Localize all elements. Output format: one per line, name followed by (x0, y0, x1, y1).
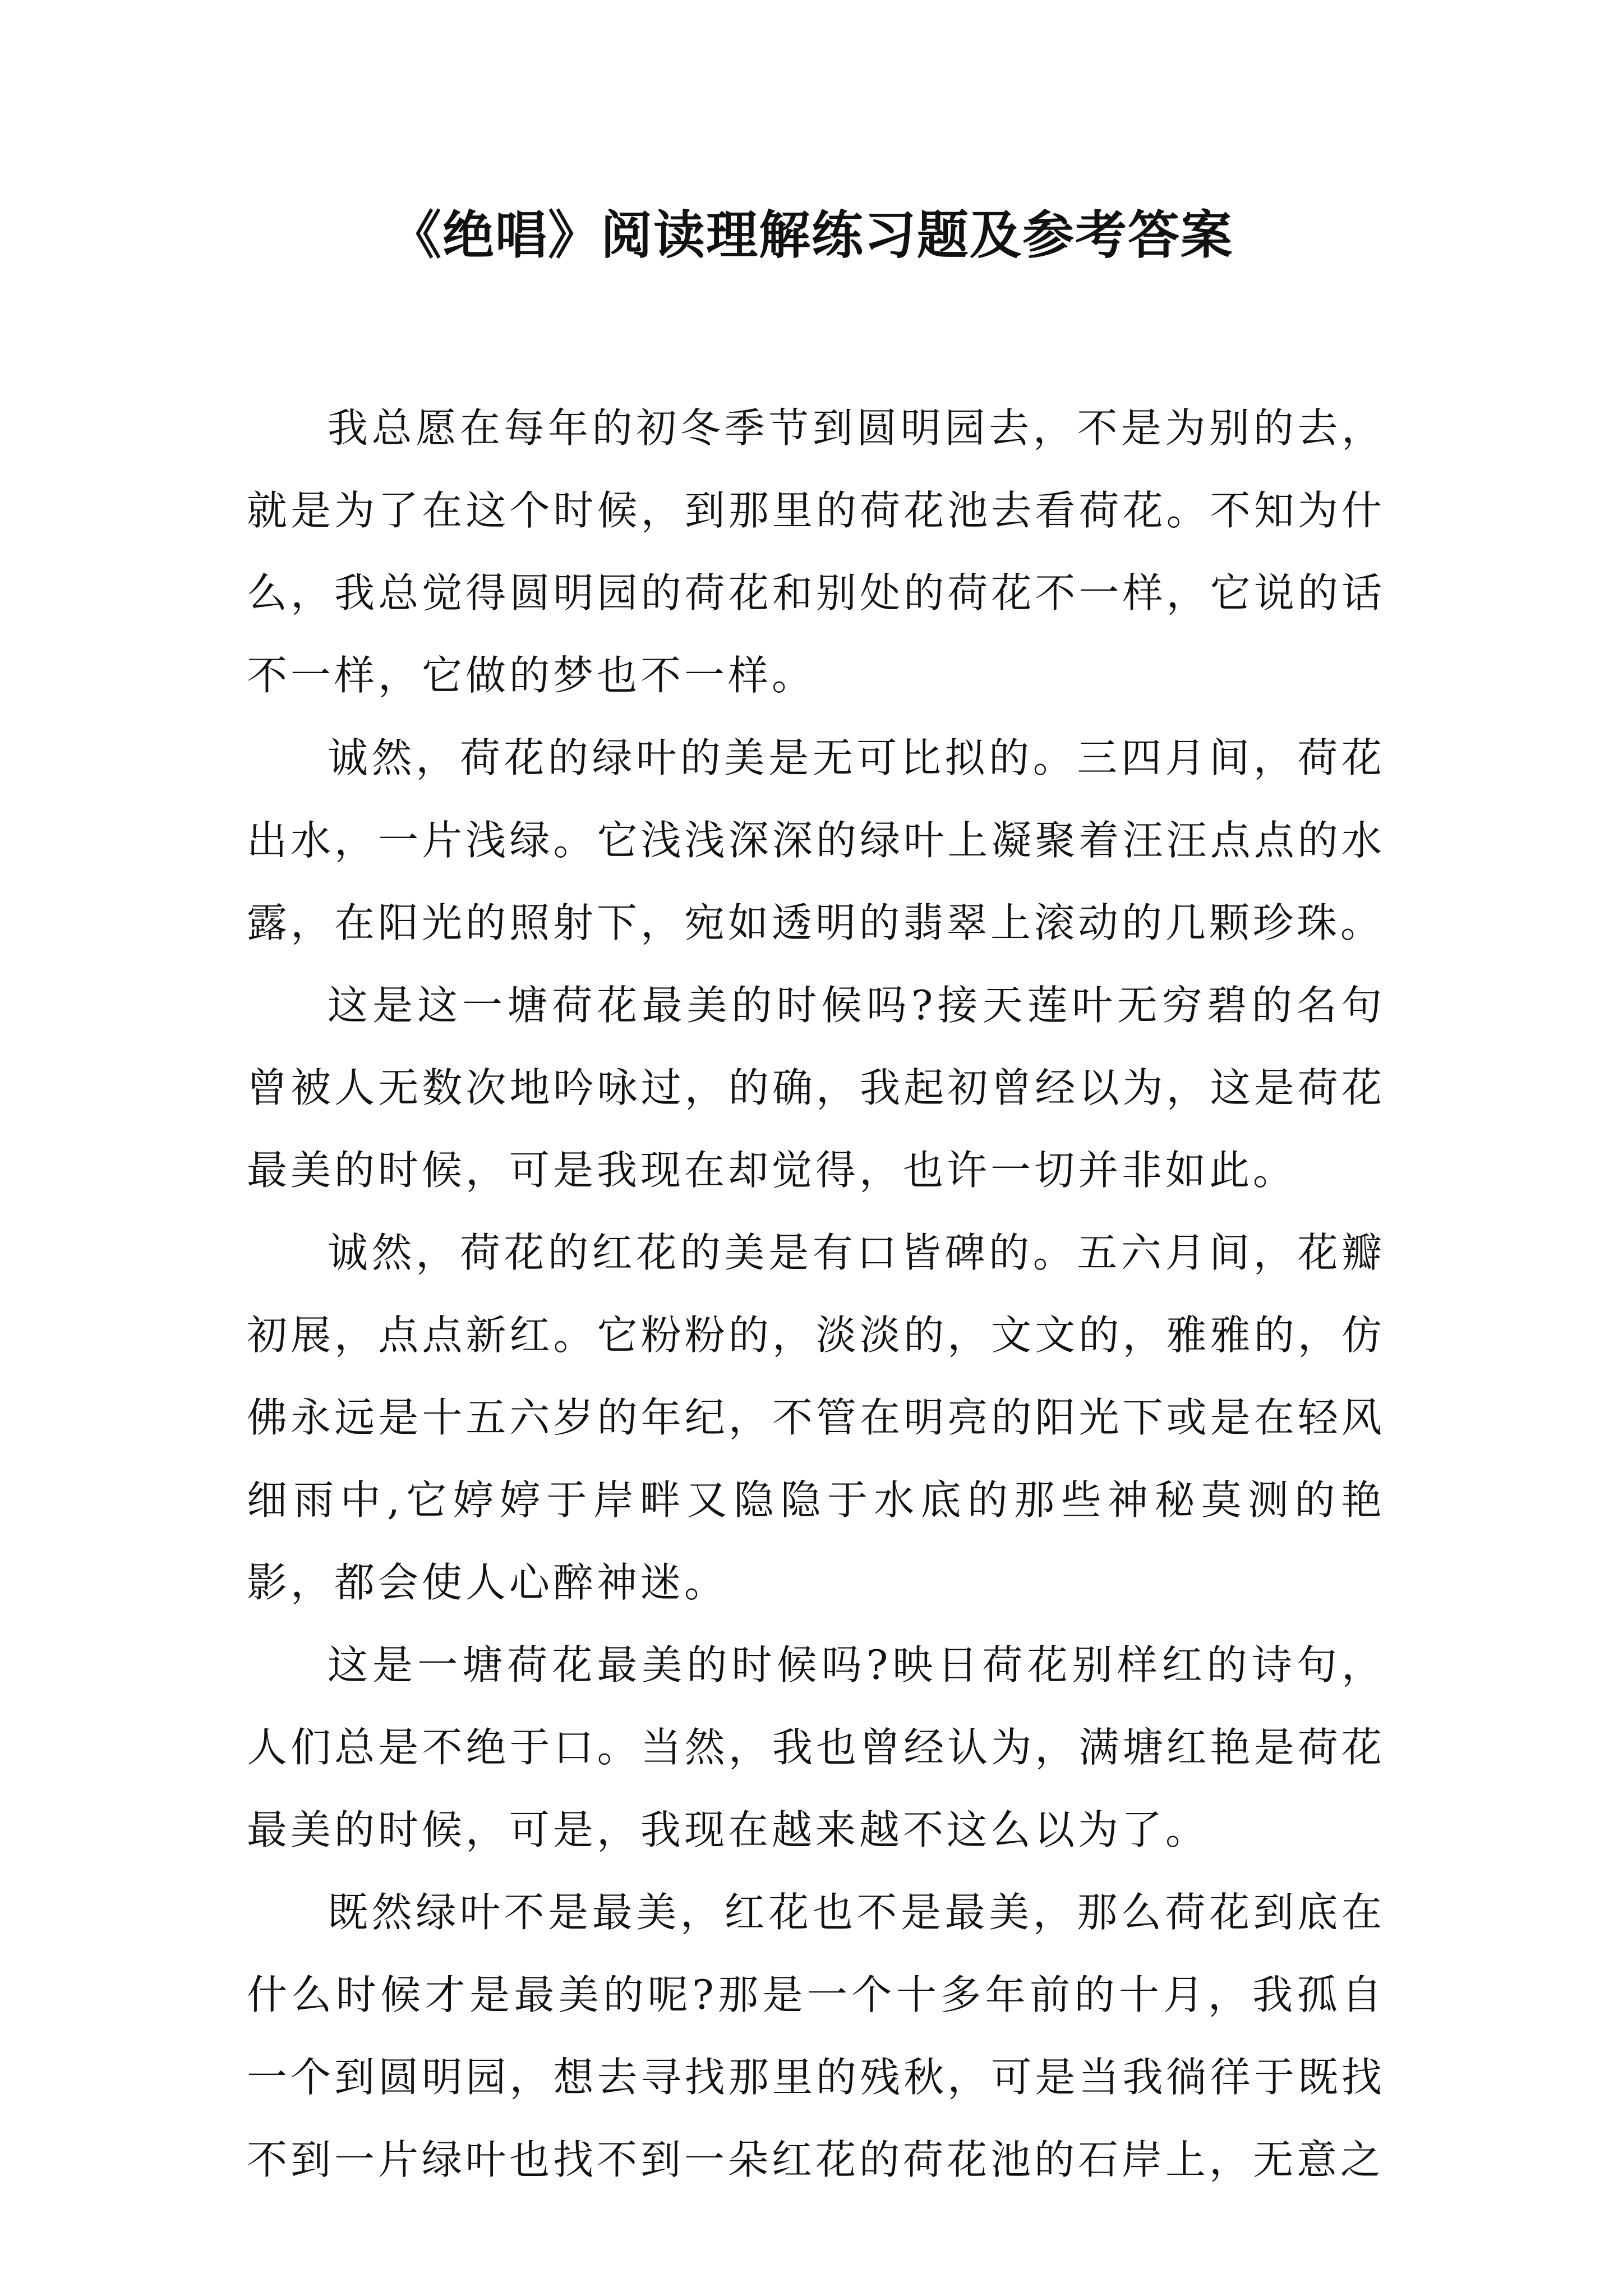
paragraph-5: 这是一塘荷花最美的时候吗?映日荷花别样红的诗句，人们总是不绝于口。当然，我也曾经认为，满塘红艳是荷花最美的时候，可是，我现在越来越不这么以为了。 (247, 1641, 1385, 1853)
paragraph-3: 这是这一塘荷花最美的时候吗?接天莲叶无穷碧的名句曾被人无数次地吟咏过，的确，我起初曾经以为，这是荷花最美的时候，可是我现在却觉得，也许一切并非如此。 (247, 982, 1385, 1194)
paragraph-6: 既然绿叶不是最美，红花也不是最美，那么荷花到底在什么时候才是最美的呢?那是一个十多年前的十月，我孤自一个到圆明园，想去寻找那里的残秋，可是当我徜徉于既找不到一片绿叶也找不到一朵红花的荷花池的石岸上，无意之 (247, 1889, 1385, 2183)
paragraph-2: 诚然，荷花的绿叶的美是无可比拟的。三四月间，荷花出水，一片浅绿。它浅浅深深的绿叶上凝聚着汪汪点点的水露，在阳光的照射下，宛如透明的翡翠上滚动的几颗珍珠。 (247, 734, 1385, 946)
paragraph-1: 我总愿在每年的初冬季节到圆明园去，不是为别的去，就是为了在这个时候，到那里的荷花池去看荷花。不知为什么，我总觉得圆明园的荷花和别处的荷花不一样，它说的话不一样，它做的梦也不一样。 (247, 404, 1385, 699)
page-title: 《绝唱》阅读理解练习题及参考答案 (389, 205, 1233, 265)
paragraph-4: 诚然，荷花的红花的美是有口皆碑的。五六月间，花瓣初展，点点新红。它粉粉的，淡淡的，文文的，雅雅的，仿佛永远是十五六岁的年纪，不管在明亮的阳光下或是在轻风细雨中,它婷婷于岸畔又隐隐于水底的那些神秘莫测的艳影，都会使人心醉神迷。 (247, 1229, 1385, 1606)
article-body (247, 387, 1385, 2201)
